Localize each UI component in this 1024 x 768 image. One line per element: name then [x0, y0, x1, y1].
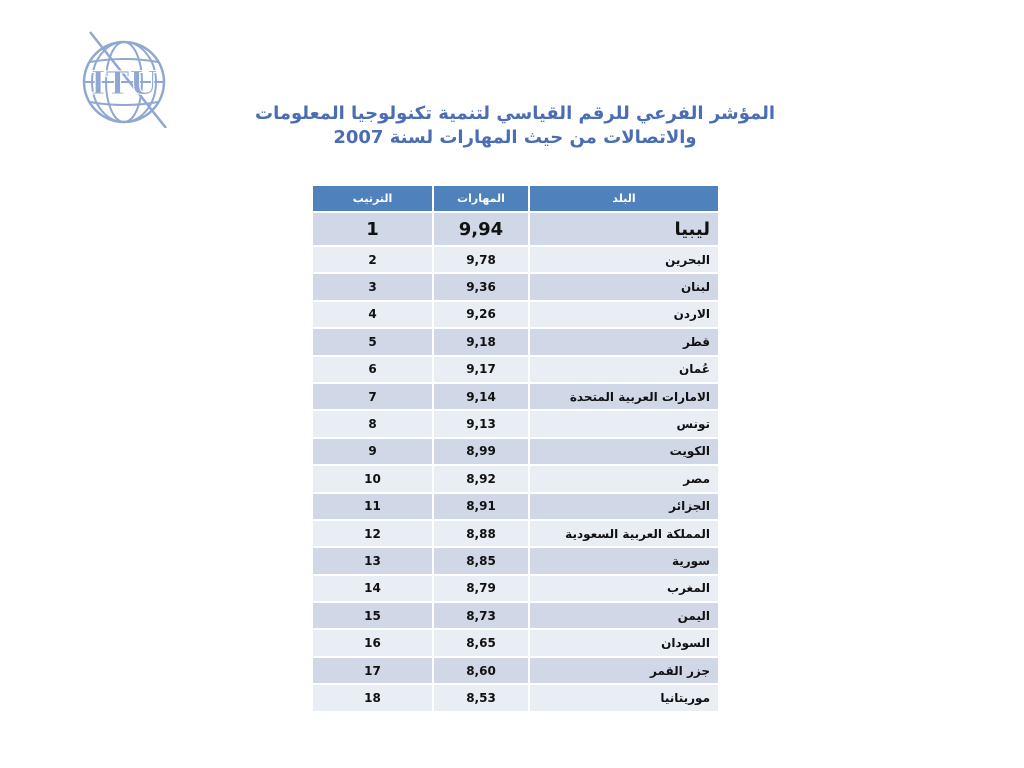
score-cell: 8,79: [433, 575, 529, 602]
country-cell: عُمان: [529, 356, 719, 383]
score-cell: 8,99: [433, 438, 529, 465]
table-row: [312, 438, 719, 465]
country-cell: السودان: [529, 629, 719, 656]
country-cell: الامارات العربية المتحدة: [529, 383, 719, 410]
header-country: البلد: [529, 185, 719, 212]
country-cell: مصر: [529, 465, 719, 492]
country-cell: سورية: [529, 547, 719, 574]
country-cell: البحرين: [529, 246, 719, 273]
rank-cell: 11: [312, 493, 433, 520]
page-title: [160, 102, 870, 150]
logo-text: ITU: [90, 64, 158, 102]
country-cell: الاردن: [529, 301, 719, 328]
score-cell: 9,18: [433, 328, 529, 355]
rank-cell: 16: [312, 629, 433, 656]
rank-cell: 2: [312, 246, 433, 273]
country-cell: موريتانيا: [529, 684, 719, 711]
score-cell: 8,53: [433, 684, 529, 711]
score-cell: 9,13: [433, 410, 529, 437]
country-cell: تونس: [529, 410, 719, 437]
table-row: [312, 520, 719, 547]
title-line-1: المؤشر الفرعي للرقم القياسي لتنمية تكنولوجيا المعلومات: [254, 103, 776, 124]
table-row: [312, 684, 719, 711]
rank-cell: 3: [312, 273, 433, 300]
score-cell: 8,91: [433, 493, 529, 520]
table-header-row: [312, 185, 719, 212]
rank-cell: 13: [312, 547, 433, 574]
rank-cell: 15: [312, 602, 433, 629]
table-row: [312, 602, 719, 629]
rank-cell: 9: [312, 438, 433, 465]
rank-cell: 14: [312, 575, 433, 602]
table-row: [312, 575, 719, 602]
table-row: [312, 493, 719, 520]
score-cell: 9,36: [433, 273, 529, 300]
rank-cell: 17: [312, 657, 433, 684]
rank-cell: 7: [312, 383, 433, 410]
country-cell: لبنان: [529, 273, 719, 300]
country-cell: قطر: [529, 328, 719, 355]
header-score: المهارات: [433, 185, 529, 212]
rank-cell: 12: [312, 520, 433, 547]
table-row: [312, 328, 719, 355]
score-cell: 9,14: [433, 383, 529, 410]
table-row: [312, 246, 719, 273]
table-row: [312, 212, 719, 246]
country-cell: جزر القمر: [529, 657, 719, 684]
score-cell: 8,85: [433, 547, 529, 574]
country-cell: المغرب: [529, 575, 719, 602]
score-cell: 9,94: [433, 212, 529, 246]
table-row: [312, 383, 719, 410]
country-cell: الجزائر: [529, 493, 719, 520]
score-cell: 9,17: [433, 356, 529, 383]
score-cell: 8,73: [433, 602, 529, 629]
rank-cell: 1: [312, 212, 433, 246]
rank-cell: 10: [312, 465, 433, 492]
score-cell: 8,92: [433, 465, 529, 492]
table-row: [312, 629, 719, 656]
score-cell: 8,65: [433, 629, 529, 656]
title-line-2: والاتصالات من حيث المهارات لسنة 2007: [333, 127, 697, 148]
table-row: [312, 410, 719, 437]
skills-ranking-table: [311, 184, 720, 713]
score-cell: 8,60: [433, 657, 529, 684]
score-cell: 8,88: [433, 520, 529, 547]
table-row: [312, 273, 719, 300]
table-row: [312, 301, 719, 328]
rank-cell: 6: [312, 356, 433, 383]
country-cell: الكويت: [529, 438, 719, 465]
score-cell: 9,26: [433, 301, 529, 328]
score-cell: 9,78: [433, 246, 529, 273]
rank-cell: 5: [312, 328, 433, 355]
rank-cell: 8: [312, 410, 433, 437]
rank-cell: 4: [312, 301, 433, 328]
rank-cell: 18: [312, 684, 433, 711]
itu-logo: [78, 28, 170, 128]
table-row: [312, 356, 719, 383]
table-row: [312, 657, 719, 684]
table-row: [312, 465, 719, 492]
table-row: [312, 547, 719, 574]
header-rank: الترتيب: [312, 185, 433, 212]
country-cell: المملكة العربية السعودية: [529, 520, 719, 547]
country-cell: ليبيا: [529, 212, 719, 246]
country-cell: اليمن: [529, 602, 719, 629]
